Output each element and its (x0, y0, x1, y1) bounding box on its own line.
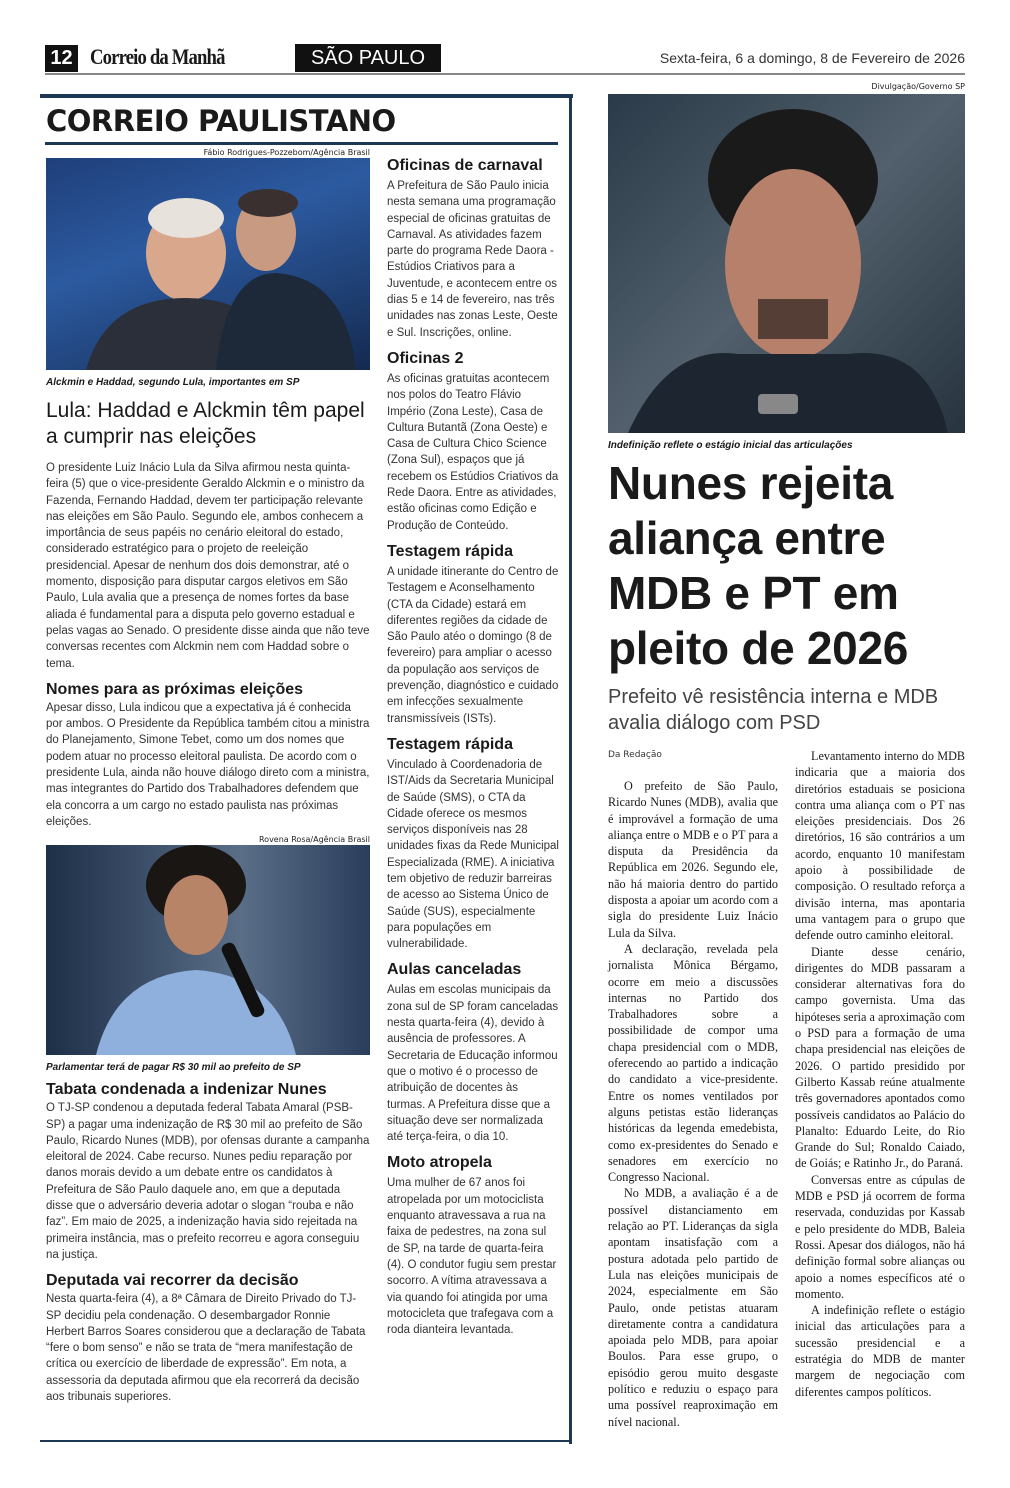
article-column-1-wrap (608, 748, 778, 1430)
main-story (608, 81, 965, 1430)
note-title: Aulas canceladas (387, 961, 522, 979)
lead-body-2: Apesar disso, Lula indicou que a expectativa já é conhecida por ambos. O Presidente da República também citou a ministra do Planejamento, Simone Tebet, como um dos nomes que podem atuar no processo eleitoral paulista. De acordo com o presidente Lula, ainda não houve diálogo direto com a ministra, mas integrantes do Partido dos Trabalhadores defendem que ela concorra a um cargo no estado paulista nas próximas eleições. (46, 701, 370, 828)
title-underline (45, 142, 558, 145)
note-title: Moto atropela (387, 1154, 492, 1172)
photo-caption: Indefinição reflete o estágio inicial das articulações (608, 440, 853, 451)
note-title: Testagem rápida (387, 735, 513, 753)
article-paragraph: A declaração, revelada pela jornalista Mônica Bérgamo, ocorre em meio a discussões internas no Partido dos Trabalhadores sobre a possibilidade de compor uma chapa presidencial com o MDB, oferecendo ao partido a indicação do candidato a vice-presidente. Entre os nomes ventilados por alguns petistas estão lideranças históricas da legenda emedebista, como ex-presidentes do Senado e senadores em exercício no Congresso Nacional. (608, 941, 778, 1185)
article-paragraph: A indefinição reflete o estágio inicial das articulações para a sucessão presidencial e a estratégia do MDB de manter margem de negociação com diferentes campos políticos. (795, 1303, 965, 1399)
article-paragraph: Diante desse cenário, dirigentes do MDB passaram a considerar alternativas fora do campo governista. Uma das hipóteses seria a aproximação com o PSD para a formação de uma chapa presidencial nas eleições de 2026. O partido presidido por Gilberto Kassab reúne atualmente três governadores apontados como possíveis candidatos ao Palácio do Planalto: Eduardo Leite, do Rio Grande do Sul; Ronaldo Caiado, de Goiás; e Ratinho Jr., do Paraná. (795, 944, 965, 1171)
article-body (608, 748, 965, 1430)
article-paragraph: O prefeito de São Paulo, Ricardo Nunes (MDB), avalia que é improvável a formação de uma aliança entre o MDB e o PT para a disputa da Presidência da República em 2026. Segundo ele, não há maioria dentro do partido disposta a apoiar um acordo com a sigla do presidente Luiz Inácio Lula da Silva. (608, 779, 778, 940)
tabata-headline: Tabata condenada a indenizar Nunes (46, 1081, 327, 1099)
left-stories (46, 147, 370, 1405)
lead-subhead: Nomes para as próximas eleições (46, 680, 304, 698)
main-headline: Nunes rejeita aliança entre MDB e PT em pleito de 2026 (608, 457, 909, 674)
tabata-body-2: Nesta quarta-feira (4), a 8ª Câmara de Direito Privado do TJ-SP decidiu pela condenação. O desembargador Ronnie Herbert Barros Soares considerou que a declaração de Tabata “fere o bom senso” e não se trata de “mera manifestação de crítica ou exercício de liberdade de expressão”. Em nota, a assessoria da deputada afirmou que ela recorrerá da decisão aos tribunais superiores. (46, 1293, 366, 1403)
note-body: A unidade itinerante do Centro de Testagem e Aconselhamento (CTA da Cidade) estará em diferentes regiões da cidade de São Paulo atéo o domingo (8 de fevereiro) para ampliar o acesso da população aos serviços de prevenção, diagnóstico e cuidado em infecções sexualmente transmissíveis (ISTs). (387, 565, 559, 725)
photo-caption: Parlamentar terá de pagar R$ 30 mil ao prefeito de SP (46, 1062, 301, 1074)
article-column-2 (795, 748, 965, 1430)
header-divider (45, 73, 965, 75)
article-paragraph: Levantamento interno do MDB indicaria que a maioria dos diretórios estaduais se posiciona contra uma aliança com o PT nas eleições presidenciais. Dos 26 diretórios, 16 são contrários a um acordo, enquanto 10 manifestam apoio à possibilidade de composição. O resultado reforça a divisão interna, mas apontaria uma vantagem para o grupo que defende outro caminho eleitoral. (795, 749, 965, 943)
masthead-logo: Correio da Manhã (90, 44, 225, 69)
lula-haddad-photo (46, 158, 370, 370)
tabata-body: O TJ-SP condenou a deputada federal Tabata Amaral (PSB-SP) a pagar uma indenização de R$ 30 mil ao prefeito de São Paulo, Ricardo Nunes (MDB), por ofensas durante a campanha eleitoral de 2024. Cabe recurso. Nunes pediu reparação por danos morais devido a um debate entre os candidatos à Prefeitura de São Paulo daquele ano, em que a deputada disse que o adversário deveria adotar o slogan “rouba e não faz”. Em maio de 2025, a indenização havia sido rejeitada na primeira instância, mas o prefeito recorreu e agora conseguiu na justiça. (46, 1102, 370, 1261)
column-title: CORREIO PAULISTANO (46, 104, 396, 138)
tabata-photo (46, 845, 370, 1055)
main-subheadline: Prefeito vê resistência interna e MDB avalia diálogo com PSD (608, 686, 939, 734)
issue-date: Sexta-feira, 6 a domingo, 8 de Fevereiro de 2026 (659, 50, 965, 66)
article-paragraph: Conversas entre as cúpulas de MDB e PSD já ocorrem de forma reservada, conduzidas por Kassab e pelo presidente do MDB, Baleia Rossi. Apesar dos diálogos, não há definição formal sobre alianças ou apoio a nomes específicos até o momento. (795, 1172, 965, 1301)
note-body: As oficinas gratuitas acontecem nos polos do Teatro Flávio Império (Zona Leste), Casa de Cultura Butantã (Zona Oeste) e Casa de Cultura Chico Science (Zona Sul), espaços que já recebem os Estúdios Criativos da Rede Daora. Entre as atividades, estão oficinas como Edição e Produção de Conteúdo. (387, 372, 559, 532)
photo-credit: Divulgação/Governo SP (871, 82, 965, 91)
notes-column (387, 156, 559, 1338)
column-top-rule (40, 94, 573, 98)
note-title: Oficinas 2 (387, 349, 464, 367)
note-body: Uma mulher de 67 anos foi atropelada por um motociclista enquanto atravessava a rua na faixa de pedestres, na zona sul de SP, na tarde de quarta-feira (4). O condutor fugiu sem prestar socorro. A vítima atravessava a via quando foi atingida por uma motocicleta que trafegava com a roda dianteira levantada. (387, 1177, 557, 1337)
photo-credit: Fábio Rodrigues-Pozzebom/Agência Brasil (203, 148, 370, 157)
byline: Da Redação (608, 750, 662, 760)
note-body: A Prefeitura de São Paulo inicia nesta semana uma programação especial de oficinas gratuitas de Carnaval. As atividades fazem parte do programa Rede Daora - Estúdios Criativos para a Juventude, e acontecem entre os dias 5 e 14 de fevereiro, nas três unidades nas zonas Leste, Oeste e Sul. Inscrições, online. (387, 180, 558, 339)
photo-credit: Rovena Rosa/Agência Brasil (258, 835, 370, 845)
lead-body: O presidente Luiz Inácio Lula da Silva afirmou nesta quinta-feira (5) que o vice-presidente Geraldo Alckmin e o ministro da Fazenda, Fernando Haddad, devem ter participação relevante nas eleições em São Paulo. Segundo ele, ambos conhecem a importância de seus papéis no cenário eleitoral do estado, considerado estratégico para o projeto de reeleição presidencial. Apesar de nenhum dos dois demonstrar, até o momento, disposição para disputar cargos eletivos em São Paulo, Lula avalia que a presença de nomes fortes da base aliada é fundamental para a disputa pelo governo estadual e pelas vagas ao Senado. O presidente disse ainda que não teve conversas recentes com Alckmin nem com Haddad sobre o tema. (46, 462, 370, 670)
nunes-photo (608, 94, 965, 433)
note-title: Oficinas de carnaval (387, 157, 543, 174)
column-side-rule (569, 94, 572, 1444)
section-label: SÃO PAULO (295, 44, 441, 72)
note-title: Testagem rápida (387, 542, 513, 560)
note-body: Vinculado à Coordenadoria de IST/Aids da Secretaria Municipal de Saúde (SMS), o CTA da Cidade oferece os mesmos serviços disponíveis nas 28 unidades fixas da Rede Municipal Especializada (RME). A iniciativa tem objetivo de reduzir barreiras de acesso ao Sistema Único de Saúde (SUS), especialmente para populações em vulnerabilidade. (387, 758, 559, 951)
tabata-subhead: Deputada vai recorrer da decisão (46, 1272, 299, 1290)
lead-headline: Lula: Haddad e Alckmin têm papel a cumprir nas eleições (46, 399, 365, 448)
column-bottom-rule (40, 1440, 572, 1442)
article-paragraph: No MDB, a avaliação é a de possível distanciamento em relação ao PT. Lideranças da sigla apontam insatisfação com a postura adotada pelo partido de Lula nas eleições municipais de 2024, especialmente em São Paulo, onde petistas atuaram diretamente contra a candidatura apoiada pelo MDB, para apoiar Boulos. Para esse grupo, o episódio gerou muito desgaste político e reduziu o espaço para uma possível reaproximação em nível nacional. (608, 1186, 778, 1429)
photo-caption: Alckmin e Haddad, segundo Lula, importantes em SP (46, 377, 300, 388)
page-number: 12 (45, 45, 78, 72)
article-column-1 (608, 778, 778, 1430)
note-body: Aulas em escolas municipais da zona sul de SP foram canceladas nesta quarta-feira (4), devido à ausência de professores. A Secretaria de Educação informou que o motivo é o processo de atribuição de docentes às turmas. A Prefeitura disse que a situação deve ser normalizada até terça-feira, o dia 10. (387, 984, 559, 1144)
